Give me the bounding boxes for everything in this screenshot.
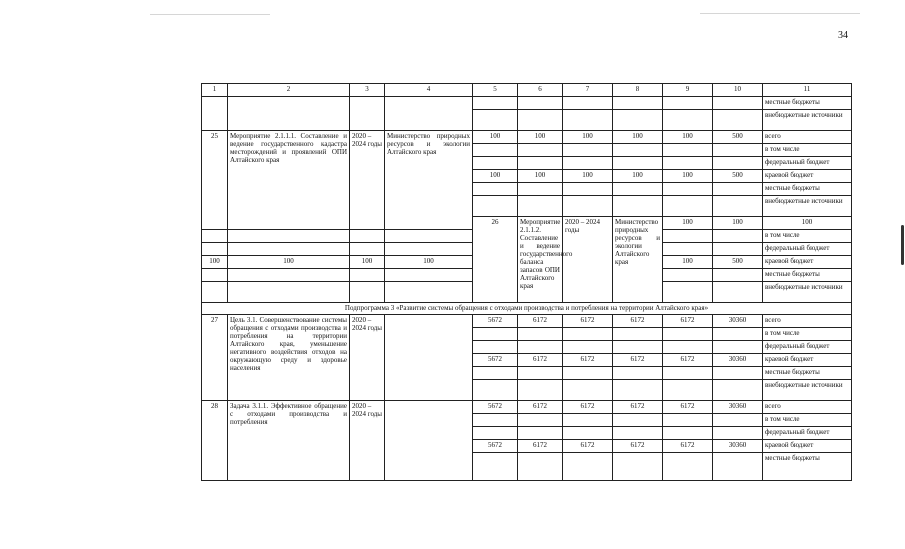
value-cell: 100 <box>228 256 350 269</box>
source-cell: федеральный бюджет <box>763 427 852 440</box>
header-cell: 8 <box>613 84 663 97</box>
header-cell: 9 <box>663 84 713 97</box>
table-row <box>202 401 852 414</box>
value-cell: 6172 <box>613 354 663 367</box>
measure-name: Мероприятие 2.1.1.2. Составление и ведение государственного баланса запасов ОПИ Алтайского края <box>518 217 563 303</box>
value-cell: 6172 <box>563 401 613 414</box>
source-cell: всего <box>763 315 852 328</box>
executor-cell <box>385 315 473 401</box>
table-row <box>202 131 852 144</box>
value-cell: 6172 <box>518 315 563 328</box>
header-cell: 3 <box>350 84 385 97</box>
source-cell: федеральный бюджет <box>763 157 852 170</box>
value-cell: 100 <box>663 170 713 183</box>
value-cell: 100 <box>713 217 763 230</box>
value-cell: 100 <box>613 170 663 183</box>
goal-name: Цель 3.1. Совершенствование системы обращения с отходами производства и потребления на территории Алтайского края, уменьшение негативного воздействия отходов на окружающую среду и здоровье населения <box>228 315 350 401</box>
header-cell: 10 <box>713 84 763 97</box>
value-cell: 500 <box>713 170 763 183</box>
header-row <box>202 84 852 97</box>
subprogram-row <box>202 303 852 315</box>
value-cell: 100 <box>473 170 518 183</box>
scan-edge-mark <box>901 225 904 265</box>
value-cell: 100 <box>473 131 518 144</box>
source-cell: всего <box>763 401 852 414</box>
period-cell: 2020 – 2024 годы <box>350 315 385 401</box>
source-cell: в том числе <box>763 144 852 157</box>
header-cell: 11 <box>763 84 852 97</box>
value-cell: 6172 <box>613 401 663 414</box>
header-cell: 7 <box>563 84 613 97</box>
value-cell: 6172 <box>518 440 563 453</box>
value-cell: 100 <box>350 256 385 269</box>
executor-cell: Министерство природных ресурсов и экологии Алтайского края <box>613 217 663 303</box>
value-cell: 100 <box>663 131 713 144</box>
row-number: 27 <box>202 315 228 401</box>
value-cell: 100 <box>385 256 473 269</box>
period-cell: 2020 – 2024 годы <box>350 131 385 230</box>
value-cell: 100 <box>663 256 713 269</box>
source-cell: всего <box>763 131 852 144</box>
value-cell: 100 <box>518 131 563 144</box>
source-cell: в том числе <box>763 328 852 341</box>
value-cell: 5672 <box>473 354 518 367</box>
value-cell: 500 <box>713 131 763 144</box>
source-cell: внебюджетные источники <box>763 196 852 217</box>
value-cell: 6172 <box>563 440 613 453</box>
source-cell: краевой бюджет <box>763 170 852 183</box>
source-cell: внебюджетные источники <box>763 380 852 401</box>
source-cell: федеральный бюджет <box>763 341 852 354</box>
header-cell: 1 <box>202 84 228 97</box>
value-cell: 500 <box>713 256 763 269</box>
source-cell: местные бюджеты <box>763 97 852 110</box>
value-cell: 100 <box>763 217 852 230</box>
value-cell: 6172 <box>563 354 613 367</box>
source-cell: краевой бюджет <box>763 440 852 453</box>
source-cell: в том числе <box>763 230 852 243</box>
value-cell: 6172 <box>663 401 713 414</box>
value-cell: 6172 <box>563 315 613 328</box>
value-cell: 6172 <box>613 315 663 328</box>
measure-name: Мероприятие 2.1.1.1. Составление и ведение государственного кадастра месторождений и проявлений ОПИ Алтайского края <box>228 131 350 230</box>
value-cell: 6172 <box>518 354 563 367</box>
value-cell: 5672 <box>473 401 518 414</box>
table-row <box>202 97 852 110</box>
value-cell: 6172 <box>663 354 713 367</box>
source-cell: местные бюджеты <box>763 453 852 481</box>
source-cell: краевой бюджет <box>763 354 852 367</box>
table-row <box>202 315 852 328</box>
header-cell: 2 <box>228 84 350 97</box>
value-cell: 30360 <box>713 315 763 328</box>
source-cell: в том числе <box>763 414 852 427</box>
value-cell: 5672 <box>473 315 518 328</box>
value-cell: 6172 <box>613 440 663 453</box>
row-number: 25 <box>202 131 228 230</box>
scan-artifact <box>700 13 860 14</box>
value-cell: 6172 <box>518 401 563 414</box>
source-cell: местные бюджеты <box>763 183 852 196</box>
value-cell: 100 <box>663 217 713 230</box>
source-cell: внебюджетные источники <box>763 282 852 303</box>
period-cell: 2020 – 2024 годы <box>350 401 385 481</box>
page-number: 34 <box>838 30 848 41</box>
task-name: Задача 3.1.1. Эффективное обращение с отходами производства и потребления <box>228 401 350 481</box>
value-cell: 100 <box>613 131 663 144</box>
row-number: 28 <box>202 401 228 481</box>
scan-artifact <box>150 14 270 15</box>
value-cell: 30360 <box>713 440 763 453</box>
header-cell: 6 <box>518 84 563 97</box>
value-cell: 30360 <box>713 354 763 367</box>
source-cell: внебюджетные источники <box>763 110 852 131</box>
header-cell: 5 <box>473 84 518 97</box>
source-cell: федеральный бюджет <box>763 243 852 256</box>
source-cell: местные бюджеты <box>763 269 852 282</box>
value-cell: 6172 <box>663 315 713 328</box>
source-cell: местные бюджеты <box>763 367 852 380</box>
value-cell: 6172 <box>663 440 713 453</box>
budget-table <box>201 83 852 481</box>
executor-cell <box>385 401 473 481</box>
value-cell: 100 <box>518 170 563 183</box>
row-number: 26 <box>473 217 518 303</box>
value-cell: 100 <box>563 170 613 183</box>
value-cell: 30360 <box>713 401 763 414</box>
subprogram-title: Подпрограмма 3 «Развитие системы обращения с отходами производства и потребления на территории Алтайского края» <box>202 303 852 315</box>
value-cell: 100 <box>202 256 228 269</box>
value-cell: 5672 <box>473 440 518 453</box>
value-cell: 100 <box>563 131 613 144</box>
header-cell: 4 <box>385 84 473 97</box>
period-cell: 2020 – 2024 годы <box>563 217 613 303</box>
executor-cell: Министерство природных ресурсов и экологии Алтайского края <box>385 131 473 230</box>
source-cell: краевой бюджет <box>763 256 852 269</box>
